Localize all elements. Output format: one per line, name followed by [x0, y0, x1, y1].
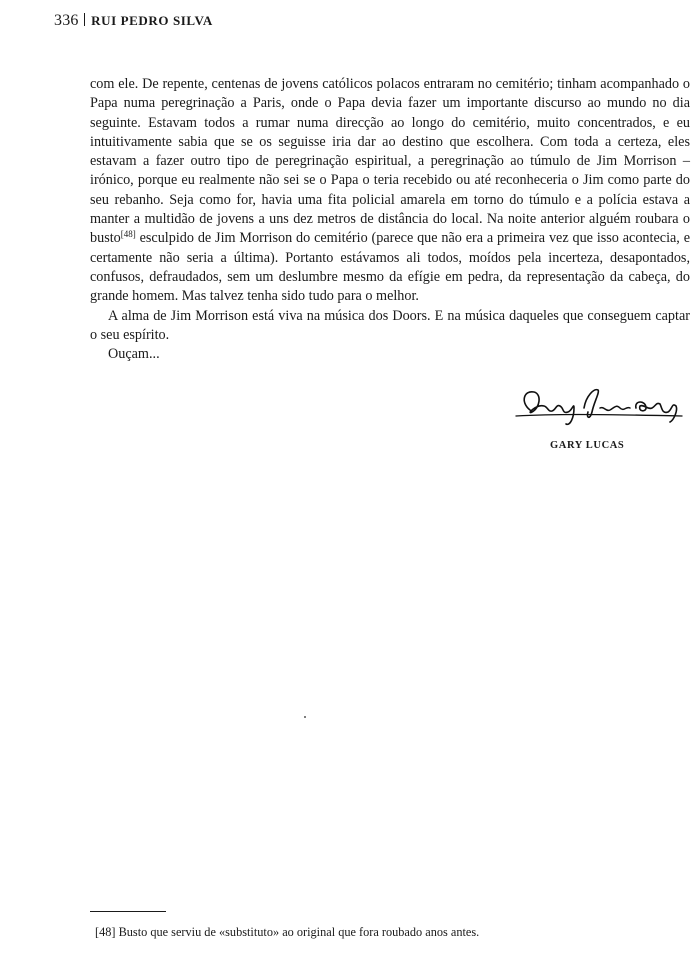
page-number: 336 — [54, 12, 79, 29]
paragraph-1-text: com ele. De repente, centenas de jovens católicos polacos entraram no cemitério; tinham acompanhado o Papa numa peregrinação a Paris, onde o Papa devia fazer um importante discurso ao mundo no dia seguinte. Estavam todos a rumar numa direcção ao longo do cemitério, muito concentrados, e eu intuitivamente sabia que se os seguisse iria dar ao destino que escolhera. Com toda a certeza, eles estavam a fazer outro tipo de peregrinação espiritual, a peregrinação ao túmulo de Jim Morrison – irónico, porque eu realmente não sei se o Papa o teria recebido ou até reconheceria o Jim como parte do seu rebanho. Seja como for, havia uma fita policial amarela em torno do túmulo e a polícia estava a manter a multidão de jovens a uns dez metros de distância do local. Na noite anterior alguém roubara o busto — [90, 76, 690, 247]
footnote-reference: [48] — [120, 229, 136, 240]
paragraph-3: Ouçam... — [108, 346, 160, 363]
footnote-text: Busto que serviu de «substituto» ao original que fora roubado anos antes. — [118, 925, 480, 939]
footnote-rule — [90, 911, 166, 912]
body-text — [90, 75, 690, 364]
handwritten-signature — [512, 378, 692, 430]
signature-name: GARY LUCAS — [550, 440, 625, 451]
paragraph-2: A alma de Jim Morrison está viva na música dos Doors. E na música daqueles que conseguem captar o seu espírito. — [90, 307, 690, 343]
page-header — [54, 12, 213, 30]
footnote-marker: [48] — [95, 925, 116, 939]
running-title: RUI PEDRO SILVA — [91, 13, 213, 28]
paragraph-1 — [90, 75, 690, 307]
paragraph-1-continuation: esculpido de Jim Morrison do cemitério (parece que não era a primeira vez que isso acontecia, e certamente não seria a última). Portanto estávamos ali todos, moídos pela incerteza, desapontados, confusos, defraudados, sem um deslumbre mesmo da efígie em pedra, da representação da cabeça, do grande homem. Mas talvez tenha sido tudo para o melhor. — [90, 230, 690, 305]
scan-speck — [304, 716, 306, 718]
header-divider — [84, 13, 86, 26]
footnote — [95, 924, 479, 940]
